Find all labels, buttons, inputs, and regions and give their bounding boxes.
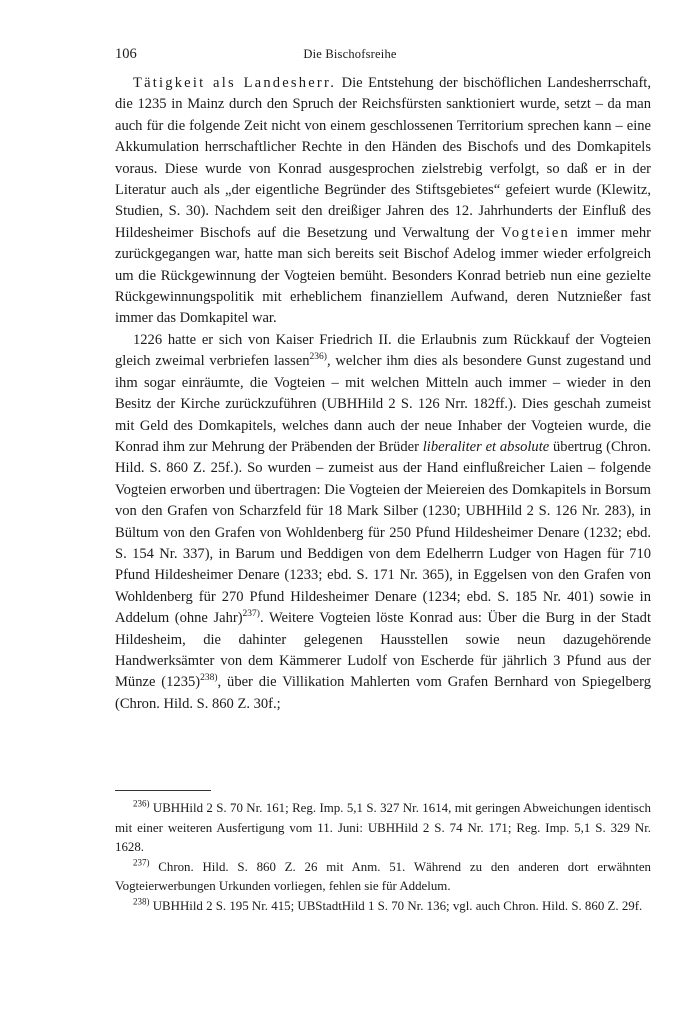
footnotes <box>115 799 651 917</box>
footnote-number: 236) <box>133 798 150 809</box>
footnote-divider <box>115 790 211 791</box>
footnote <box>115 858 651 897</box>
paragraph-text: , über die Villikation Mahlerten vom Grafen Bernhard von Spiegelberg (Chron. Hild. S. 860 Z. 30f.; <box>115 674 651 712</box>
paragraph-landesherr <box>115 73 651 330</box>
paragraph-text: immer mehr zurückgegangen war, hatte man sich bereits seit Bischof Adelog immer wieder erfolgreich um die Rückgewinnung der Vogteien bemüht. Besonders Konrad betrieb nun eine gezielte Rückgewinnungspolitik mit erheblichem finanziellem Aufwand, deren Nutznießer fast immer das Domkapitel war. <box>115 224 651 327</box>
footnote-text: UBHHild 2 S. 70 Nr. 161; Reg. Imp. 5,1 S. 327 Nr. 1614, mit geringen Abweichungen identisch mit einer weiteren Ausfertigung vom 11. Juni: UBHHild 2 S. 74 Nr. 171; Reg. Imp. 5,1 S. 329 Nr. 1628. <box>115 801 651 855</box>
footnote-reference: 236) <box>309 352 327 363</box>
italic-quote: liberaliter et absolute <box>422 438 550 455</box>
footnote-text: Chron. Hild. S. 860 Z. 26 mit Anm. 51. Während zu den anderen dort erwähnten Vogteierwerbungen Urkunden vorliegen, fehlen sie für Addelum. <box>115 859 651 894</box>
body-text <box>115 73 651 715</box>
footnote <box>115 897 651 917</box>
footnote-reference: 237) <box>242 609 260 620</box>
footnote-number: 238) <box>133 896 150 907</box>
paragraph-text: . Weitere Vogteien löste Konrad aus: Über die Burg in der Stadt Hildesheim, die dahinter gelegenen Hausstellen sowie neun dazugehörende Handwerksämter von dem Kämmerer Ludolf von Escherde für jährlich 3 Pfund aus der Münze (1235) <box>115 610 651 691</box>
footnote-reference: 238) <box>200 673 218 684</box>
section-heading: Tätigkeit als Landesherr. <box>133 75 337 91</box>
footnote-number: 237) <box>133 857 150 868</box>
spaced-emphasis: Vogteien <box>500 224 570 241</box>
page-number: 106 <box>115 46 137 62</box>
running-head: Die Bischofsreihe <box>303 47 397 61</box>
paragraph-text: übertrug (Chron. Hild. S. 860 Z. 25f.). So wurden – zumeist aus der Hand einflußreicher Laien – folgende Vogteien erworben und übertragen: Die Vogteien der Meiereien des Domkapitels in Borsum von den Grafen von Scharzfeld für 18 Mark Silber (1230; UBHHild 2 S. 126 Nr. 283), in Bültum von den Grafen von Wohldenberg für 250 Pfund Hildesheimer Denare (1232; ebd. S. 154 Nr. 337), in Barum und Beddigen von dem Edelherrn Ludger von Hagen für 710 Pfund Hildesheimer Denare (1233; ebd. S. 171 Nr. 365), in Eggelsen von den Grafen von Wohldenberg für 270 Pfund Hildesheimer Denare (1234; ebd. S. 185 Nr. 401) sowie in Addelum (ohne Jahr) <box>115 438 651 627</box>
paragraph-text: Die Entstehung der bischöflichen Landesherrschaft, die 1235 in Mainz durch den Spruch der Reichsfürsten sanktioniert wurde, setzt – da man auch für die folgende Zeit nicht von einem geschlossenen Territorium sprechen kann – eine Akkumulation herrschaftlicher Rechte in den Händen des Bischofs und des Domkapitels voraus. Diese wurde von Konrad ausgesprochen zielstrebig verfolgt, so daß er in der Literatur auch als „der eigentliche Begründer des Stiftsgebietes“ gefeiert wurde (Klewitz, Studien, S. 30). Nachdem seit den dreißiger Jahren des 12. Jahrhunderts der Einfluß des Hildesheimer Bischofs auf die Besetzung und Verwaltung der <box>115 75 651 241</box>
footnote-text: UBHHild 2 S. 195 Nr. 415; UBStadtHild 1 S. 70 Nr. 136; vgl. auch Chron. Hild. S. 860 Z. 29f. <box>149 898 643 913</box>
footnote <box>115 799 651 858</box>
paragraph-text: 1226 hatte er sich von Kaiser Friedrich II. die Erlaubnis zum Rückkauf der Vogteien gleich zweimal verbriefen lassen <box>115 331 651 370</box>
paragraph-text: , welcher ihm dies als besondere Gunst zugestand und ihm sogar einräumte, die Vogteien – mit welchen Mitteln auch immer – wieder in den Besitz der Kirche zurückzuführen (UBHHild 2 S. 126 Nrr. 182ff.). Dies geschah zumeist mit Geld des Domkapitels, welches dann auch der neue Inhaber der Vogteien wurde, die Konrad ihm zur Mehrung der Präbenden der Brüder <box>115 353 651 455</box>
paragraph-vogteien <box>115 330 651 715</box>
